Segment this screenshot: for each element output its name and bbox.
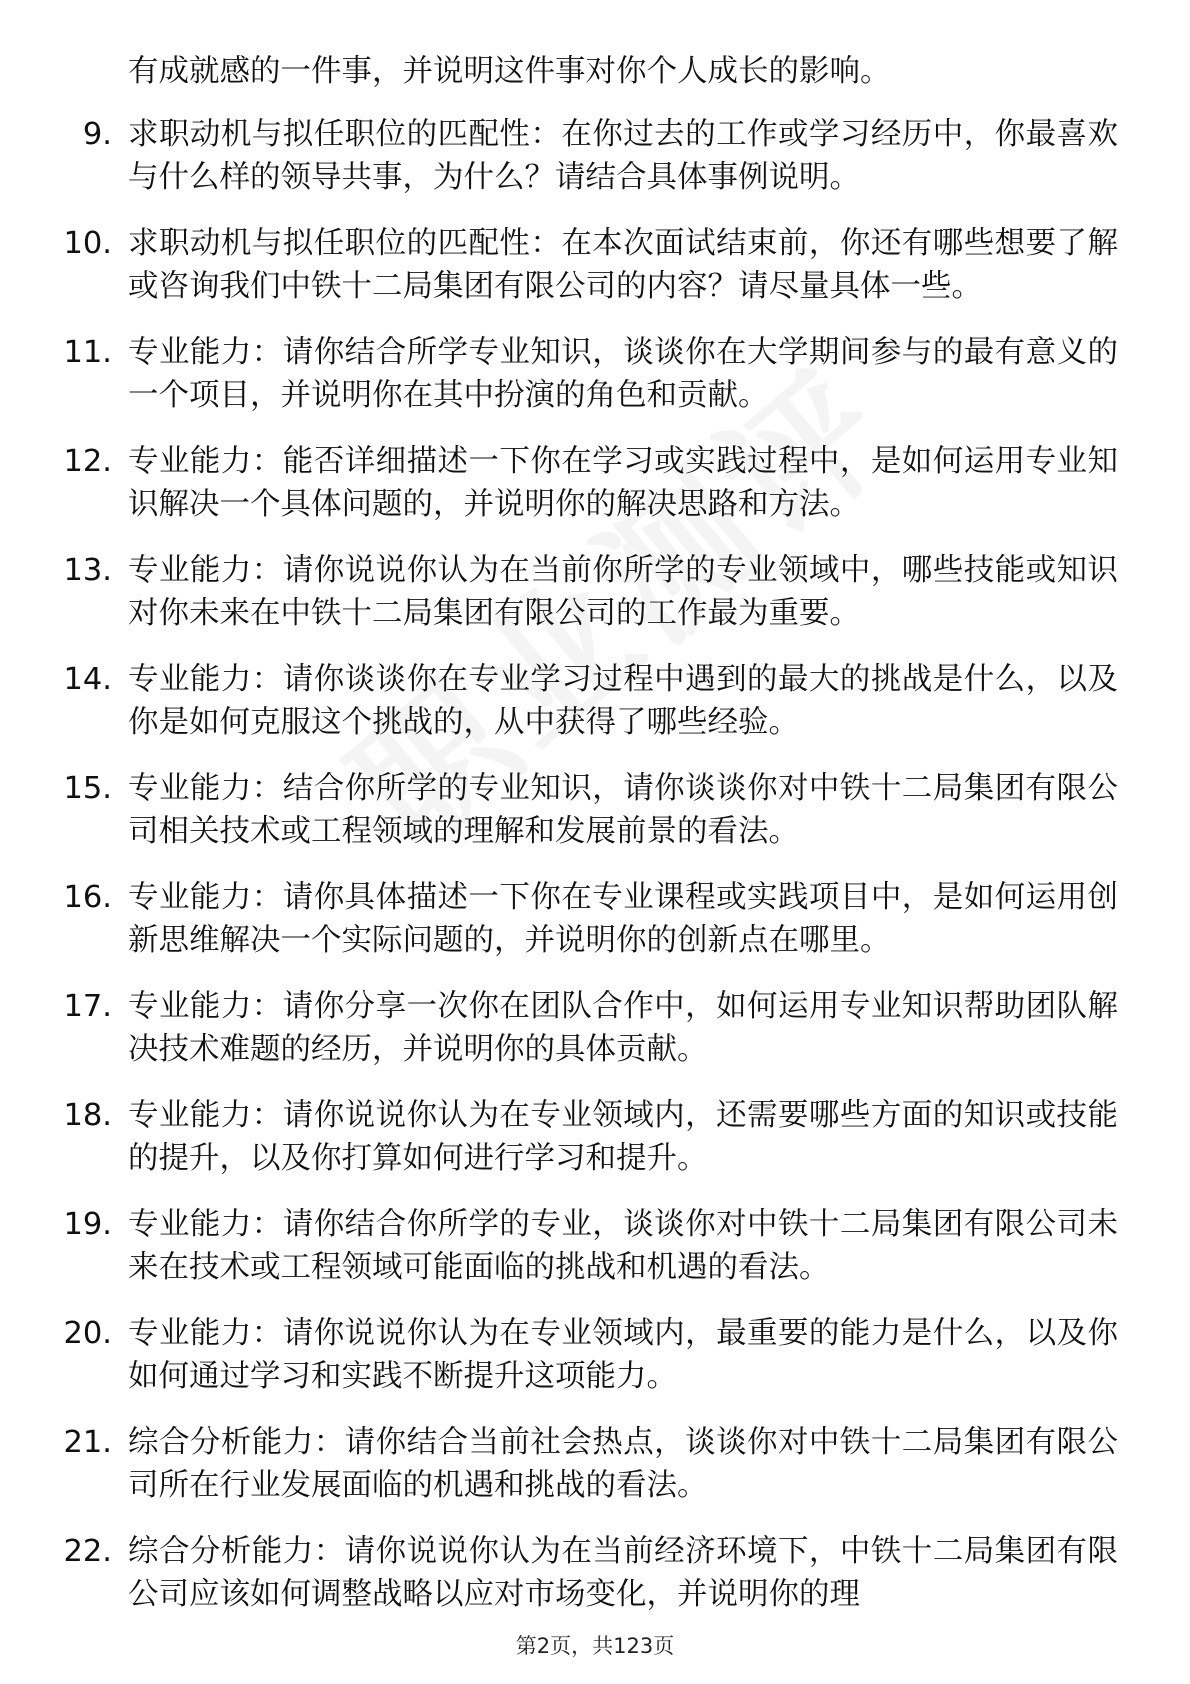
item-number: 19. (63, 1207, 112, 1242)
question-item-17 (63, 985, 1118, 1071)
item-number: 13. (63, 553, 112, 588)
continuation-text: 有成就感的一件事，并说明这件事对你个人成长的影响。 (128, 54, 891, 89)
question-item-21 (63, 1421, 1118, 1507)
item-number: 11. (63, 335, 112, 370)
question-item-10 (63, 222, 1118, 308)
item-number: 17. (63, 989, 112, 1024)
question-item-20 (63, 1312, 1118, 1398)
item-text: 综合分析能力：请你说说你认为在当前经济环境下，中铁十二局集团有限公司应该如何调整战略以应对市场变化，并说明你的理 (128, 1534, 1118, 1612)
question-item-18 (63, 1094, 1118, 1180)
item-text: 求职动机与拟任职位的匹配性：在本次面试结束前，你还有哪些想要了解或咨询我们中铁十二局集团有限公司的内容？请尽量具体一些。 (128, 226, 1118, 304)
question-item-15 (63, 767, 1118, 853)
item-text: 专业能力：请你说说你认为在专业领域内，还需要哪些方面的知识或技能的提升，以及你打算如何进行学习和提升。 (128, 1098, 1118, 1176)
item-text: 专业能力：请你说说你认为在专业领域内，最重要的能力是什么，以及你如何通过学习和实践不断提升这项能力。 (128, 1316, 1118, 1394)
question-item-14 (63, 658, 1118, 744)
question-item-9 (82, 113, 1118, 199)
item-text: 综合分析能力：请你结合当前社会热点，谈谈你对中铁十二局集团有限公司所在行业发展面临的机遇和挑战的看法。 (128, 1425, 1118, 1503)
item-number: 18. (63, 1098, 112, 1133)
question-item-12 (63, 440, 1118, 526)
item-text: 专业能力：结合你所学的专业知识，请你谈谈你对中铁十二局集团有限公司相关技术或工程领域的理解和发展前景的看法。 (128, 771, 1118, 849)
question-item-19 (63, 1203, 1118, 1289)
item-text: 专业能力：请你结合你所学的专业，谈谈你对中铁十二局集团有限公司未来在技术或工程领域可能面临的挑战和机遇的看法。 (128, 1207, 1118, 1285)
item-number: 22. (63, 1534, 112, 1569)
question-item-13 (63, 549, 1118, 635)
item-number: 16. (63, 880, 112, 915)
item-number: 12. (63, 444, 112, 479)
question-item-16 (63, 876, 1118, 962)
item-text: 专业能力：请你谈谈你在专业学习过程中遇到的最大的挑战是什么，以及你是如何克服这个挑战的，从中获得了哪些经验。 (128, 662, 1118, 740)
item-number: 9. (82, 117, 112, 152)
item-text: 求职动机与拟任职位的匹配性：在你过去的工作或学习经历中，你最喜欢与什么样的领导共事，为什么？请结合具体事例说明。 (128, 117, 1118, 195)
question-item-11 (63, 331, 1118, 417)
item-number: 20. (63, 1316, 112, 1351)
item-text: 专业能力：请你结合所学专业知识，谈谈你在大学期间参与的最有意义的一个项目，并说明你在其中扮演的角色和贡献。 (128, 335, 1118, 413)
question-list (0, 50, 1190, 1639)
question-item-22 (63, 1530, 1118, 1616)
item-number: 15. (63, 771, 112, 806)
page-footer: 第2页，共123页 (515, 1634, 675, 1658)
item-number: 10. (63, 226, 112, 261)
item-text: 专业能力：请你具体描述一下你在专业课程或实践项目中，是如何运用创新思维解决一个实际问题的，并说明你的创新点在哪里。 (128, 880, 1118, 958)
item-text: 专业能力：能否详细描述一下你在学习或实践过程中，是如何运用专业知识解决一个具体问题的，并说明你的解决思路和方法。 (128, 444, 1118, 522)
item-text: 专业能力：请你说说你认为在当前你所学的专业领域中，哪些技能或知识对你未来在中铁十二局集团有限公司的工作最为重要。 (128, 553, 1118, 631)
item-number: 21. (63, 1425, 112, 1460)
item-text: 专业能力：请你分享一次你在团队合作中，如何运用专业知识帮助团队解决技术难题的经历，并说明你的具体贡献。 (128, 989, 1118, 1067)
item-number: 14. (63, 662, 112, 697)
